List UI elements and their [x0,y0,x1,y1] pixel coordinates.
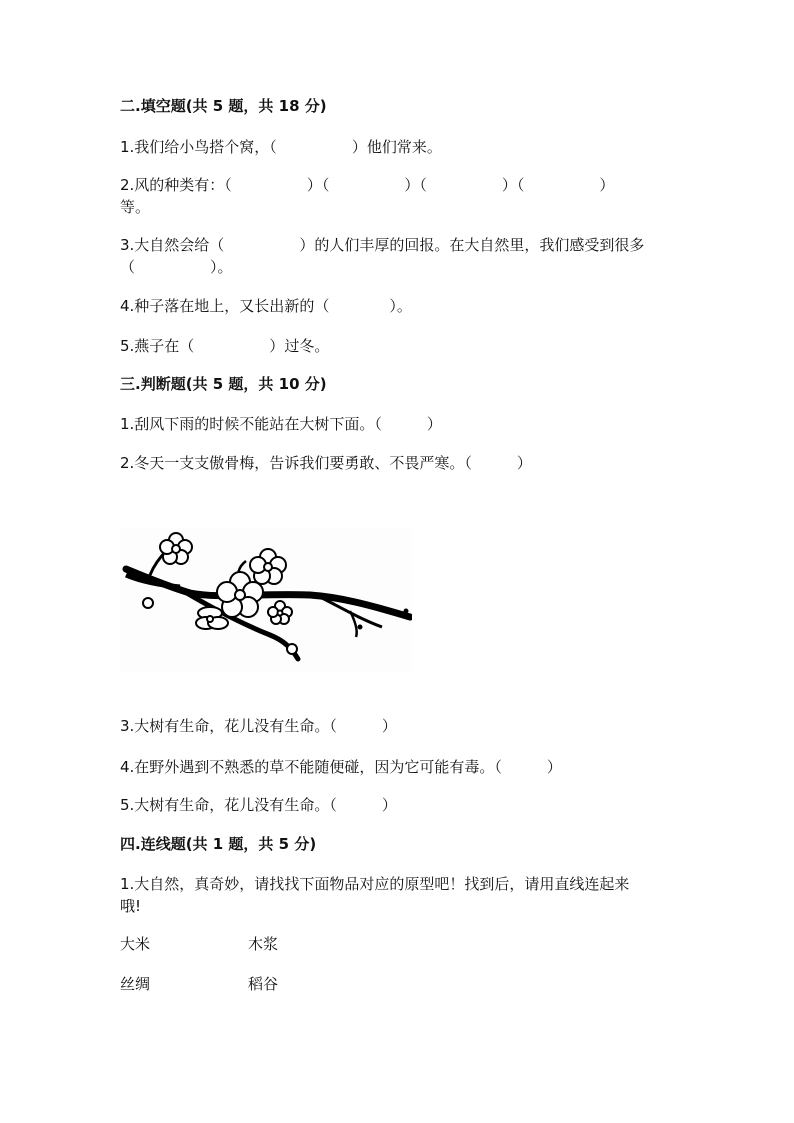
judge-question-4: 4.在野外遇到不熟悉的草不能随便碰，因为它可能有毒。（ ） [120,758,562,776]
judge-question-2: 2.冬天一支支傲骨梅，告诉我们要勇敢、不畏严寒。（ ） [120,454,532,472]
fill-blank-question-3-line-1: 3.大自然会给（ ）的人们丰厚的回报。在大自然里，我们感受到很多 [120,236,645,254]
plum-branch-drawing [120,527,412,673]
fill-blank-question-1: 1.我们给小鸟搭个窝，（ ）他们常来。 [120,138,442,156]
section-2-heading: 二.填空题(共 5 题，共 18 分) [120,97,327,115]
match-left-item: 丝绸 [120,975,151,993]
plum-blossom-illustration [120,527,412,673]
fill-blank-question-4: 4.种子落在地上，又长出新的（ ）。 [120,297,412,315]
matching-question-line-2: 哦! [120,897,142,915]
match-right-item: 木浆 [248,935,279,953]
fill-blank-question-2-line-1: 2.风的种类有：（ ）（ ）（ ）（ ） [120,176,615,194]
judge-question-1: 1.刮风下雨的时候不能站在大树下面。（ ） [120,415,442,433]
fill-blank-question-3-line-2: （ ）。 [120,258,233,276]
section-3-heading: 三.判断题(共 5 题，共 10 分) [120,375,327,393]
match-right-item: 稻谷 [248,975,279,993]
fill-blank-question-2-line-2: 等。 [120,198,151,216]
judge-question-3: 3.大树有生命，花儿没有生命。（ ） [120,717,397,735]
judge-question-5: 5.大树有生命，花儿没有生命。（ ） [120,796,397,814]
match-left-item: 大米 [120,935,151,953]
fill-blank-question-5: 5.燕子在（ ）过冬。 [120,337,330,355]
matching-question-line-1: 1.大自然，真奇妙，请找找下面物品对应的原型吧！找到后，请用直线连起来 [120,875,630,893]
section-4-heading: 四.连线题(共 1 题，共 5 分) [120,835,317,853]
